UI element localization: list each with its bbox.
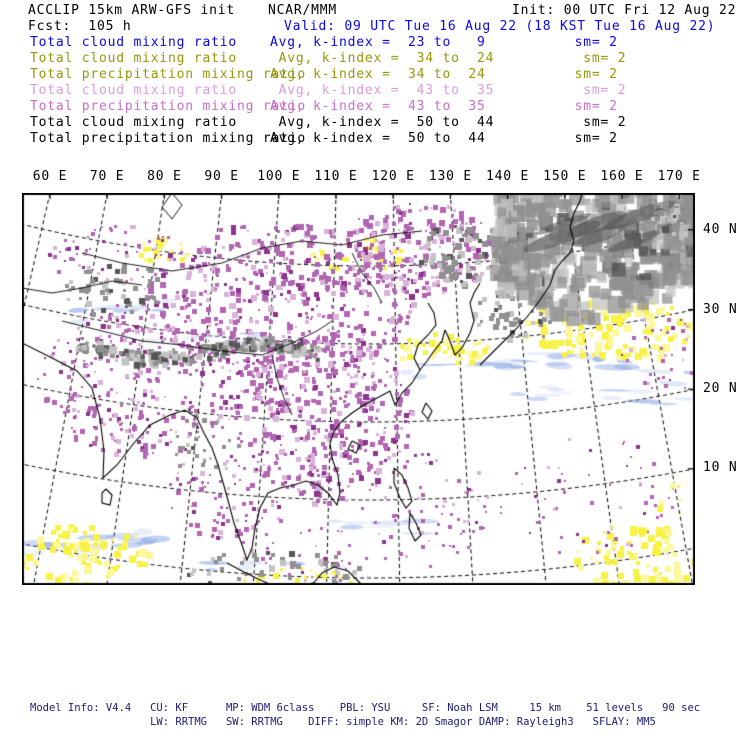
legend-field-label: Total cloud mixing ratio	[30, 35, 238, 50]
valid-time-label: Valid: 09 UTC Tue 16 Aug 22 (18 KST Tue 16 Aug 22)	[284, 19, 716, 34]
legend-smoothing-value: sm= 2	[566, 83, 627, 98]
legend-row	[0, 84, 740, 100]
latitude-tick-label: 20 N	[703, 381, 738, 396]
longitude-tick-label: 150 E	[543, 169, 587, 184]
model-info-line2: LW: RRTMG SW: RRTMG DIFF: simple KM: 2D Smagor DAMP: Rayleigh3 SFLAY: MM5	[30, 716, 656, 728]
longitude-tick-label: 60 E	[32, 169, 68, 184]
longitude-tick-label: 90 E	[204, 169, 239, 184]
latitude-tick-label: 10 N	[703, 460, 738, 475]
legend-field-label: Total cloud mixing ratio	[30, 51, 238, 66]
longitude-tick-label: 110 E	[314, 169, 358, 184]
longitude-tick-label: 80 E	[147, 169, 182, 184]
legend-row	[0, 100, 740, 116]
legend-row	[0, 132, 740, 148]
legend-smoothing-value: sm= 2	[566, 115, 627, 130]
legend-kindex-stats: Avg, k-index = 43 to 35	[270, 99, 486, 114]
legend-kindex-stats: Avg, k-index = 50 to 44	[270, 115, 495, 130]
latitude-tick-label: 30 N	[703, 302, 738, 317]
legend-row	[0, 116, 740, 132]
legend-row	[0, 52, 740, 68]
forecast-hour-label: Fcst: 105 h	[28, 19, 132, 34]
legend-row	[0, 36, 740, 52]
legend-row	[0, 68, 740, 84]
legend-field-label: Total cloud mixing ratio	[30, 83, 238, 98]
init-time-label: Init: 00 UTC Fri 12 Aug 22	[512, 3, 737, 18]
legend-smoothing-value: sm= 2	[566, 99, 618, 114]
legend-field-label: Total cloud mixing ratio	[30, 115, 238, 130]
legend-field-label: Total precipitation mixing ratio	[30, 99, 307, 114]
longitude-tick-label: 160 E	[600, 169, 644, 184]
legend-smoothing-value: sm= 2	[566, 67, 618, 82]
longitude-tick-label: 170 E	[657, 169, 701, 184]
legend-kindex-stats: Avg, k-index = 50 to 44	[270, 131, 486, 146]
legend-kindex-stats: Avg, k-index = 23 to 9	[270, 35, 486, 50]
legend-smoothing-value: sm= 2	[566, 131, 618, 146]
plot-title: ACCLIP 15km ARW-GFS init	[28, 3, 236, 18]
legend-kindex-stats: Avg, k-index = 43 to 35	[270, 83, 495, 98]
longitude-tick-label: 130 E	[428, 169, 472, 184]
legend-field-label: Total precipitation mixing ratio	[30, 131, 307, 146]
model-info-line1: Model Info: V4.4 CU: KF MP: WDM 6class PBL: YSU SF: Noah LSM 15 km 51 levels 90 sec	[30, 702, 701, 714]
legend-smoothing-value: sm= 2	[566, 35, 618, 50]
longitude-tick-label: 70 E	[89, 169, 125, 184]
latitude-tick-label: 40 N	[703, 222, 738, 237]
legend-kindex-stats: Avg, k-index = 34 to 24	[270, 51, 495, 66]
longitude-tick-label: 140 E	[486, 169, 530, 184]
org-label: NCAR/MMM	[268, 3, 338, 18]
legend-smoothing-value: sm= 2	[566, 51, 627, 66]
legend-kindex-stats: Avg, k-index = 34 to 24	[270, 67, 486, 82]
legend-field-label: Total precipitation mixing ratio	[30, 67, 307, 82]
longitude-tick-label: 100 E	[257, 169, 301, 184]
map-canvas	[22, 193, 695, 585]
longitude-tick-label: 120 E	[371, 169, 415, 184]
